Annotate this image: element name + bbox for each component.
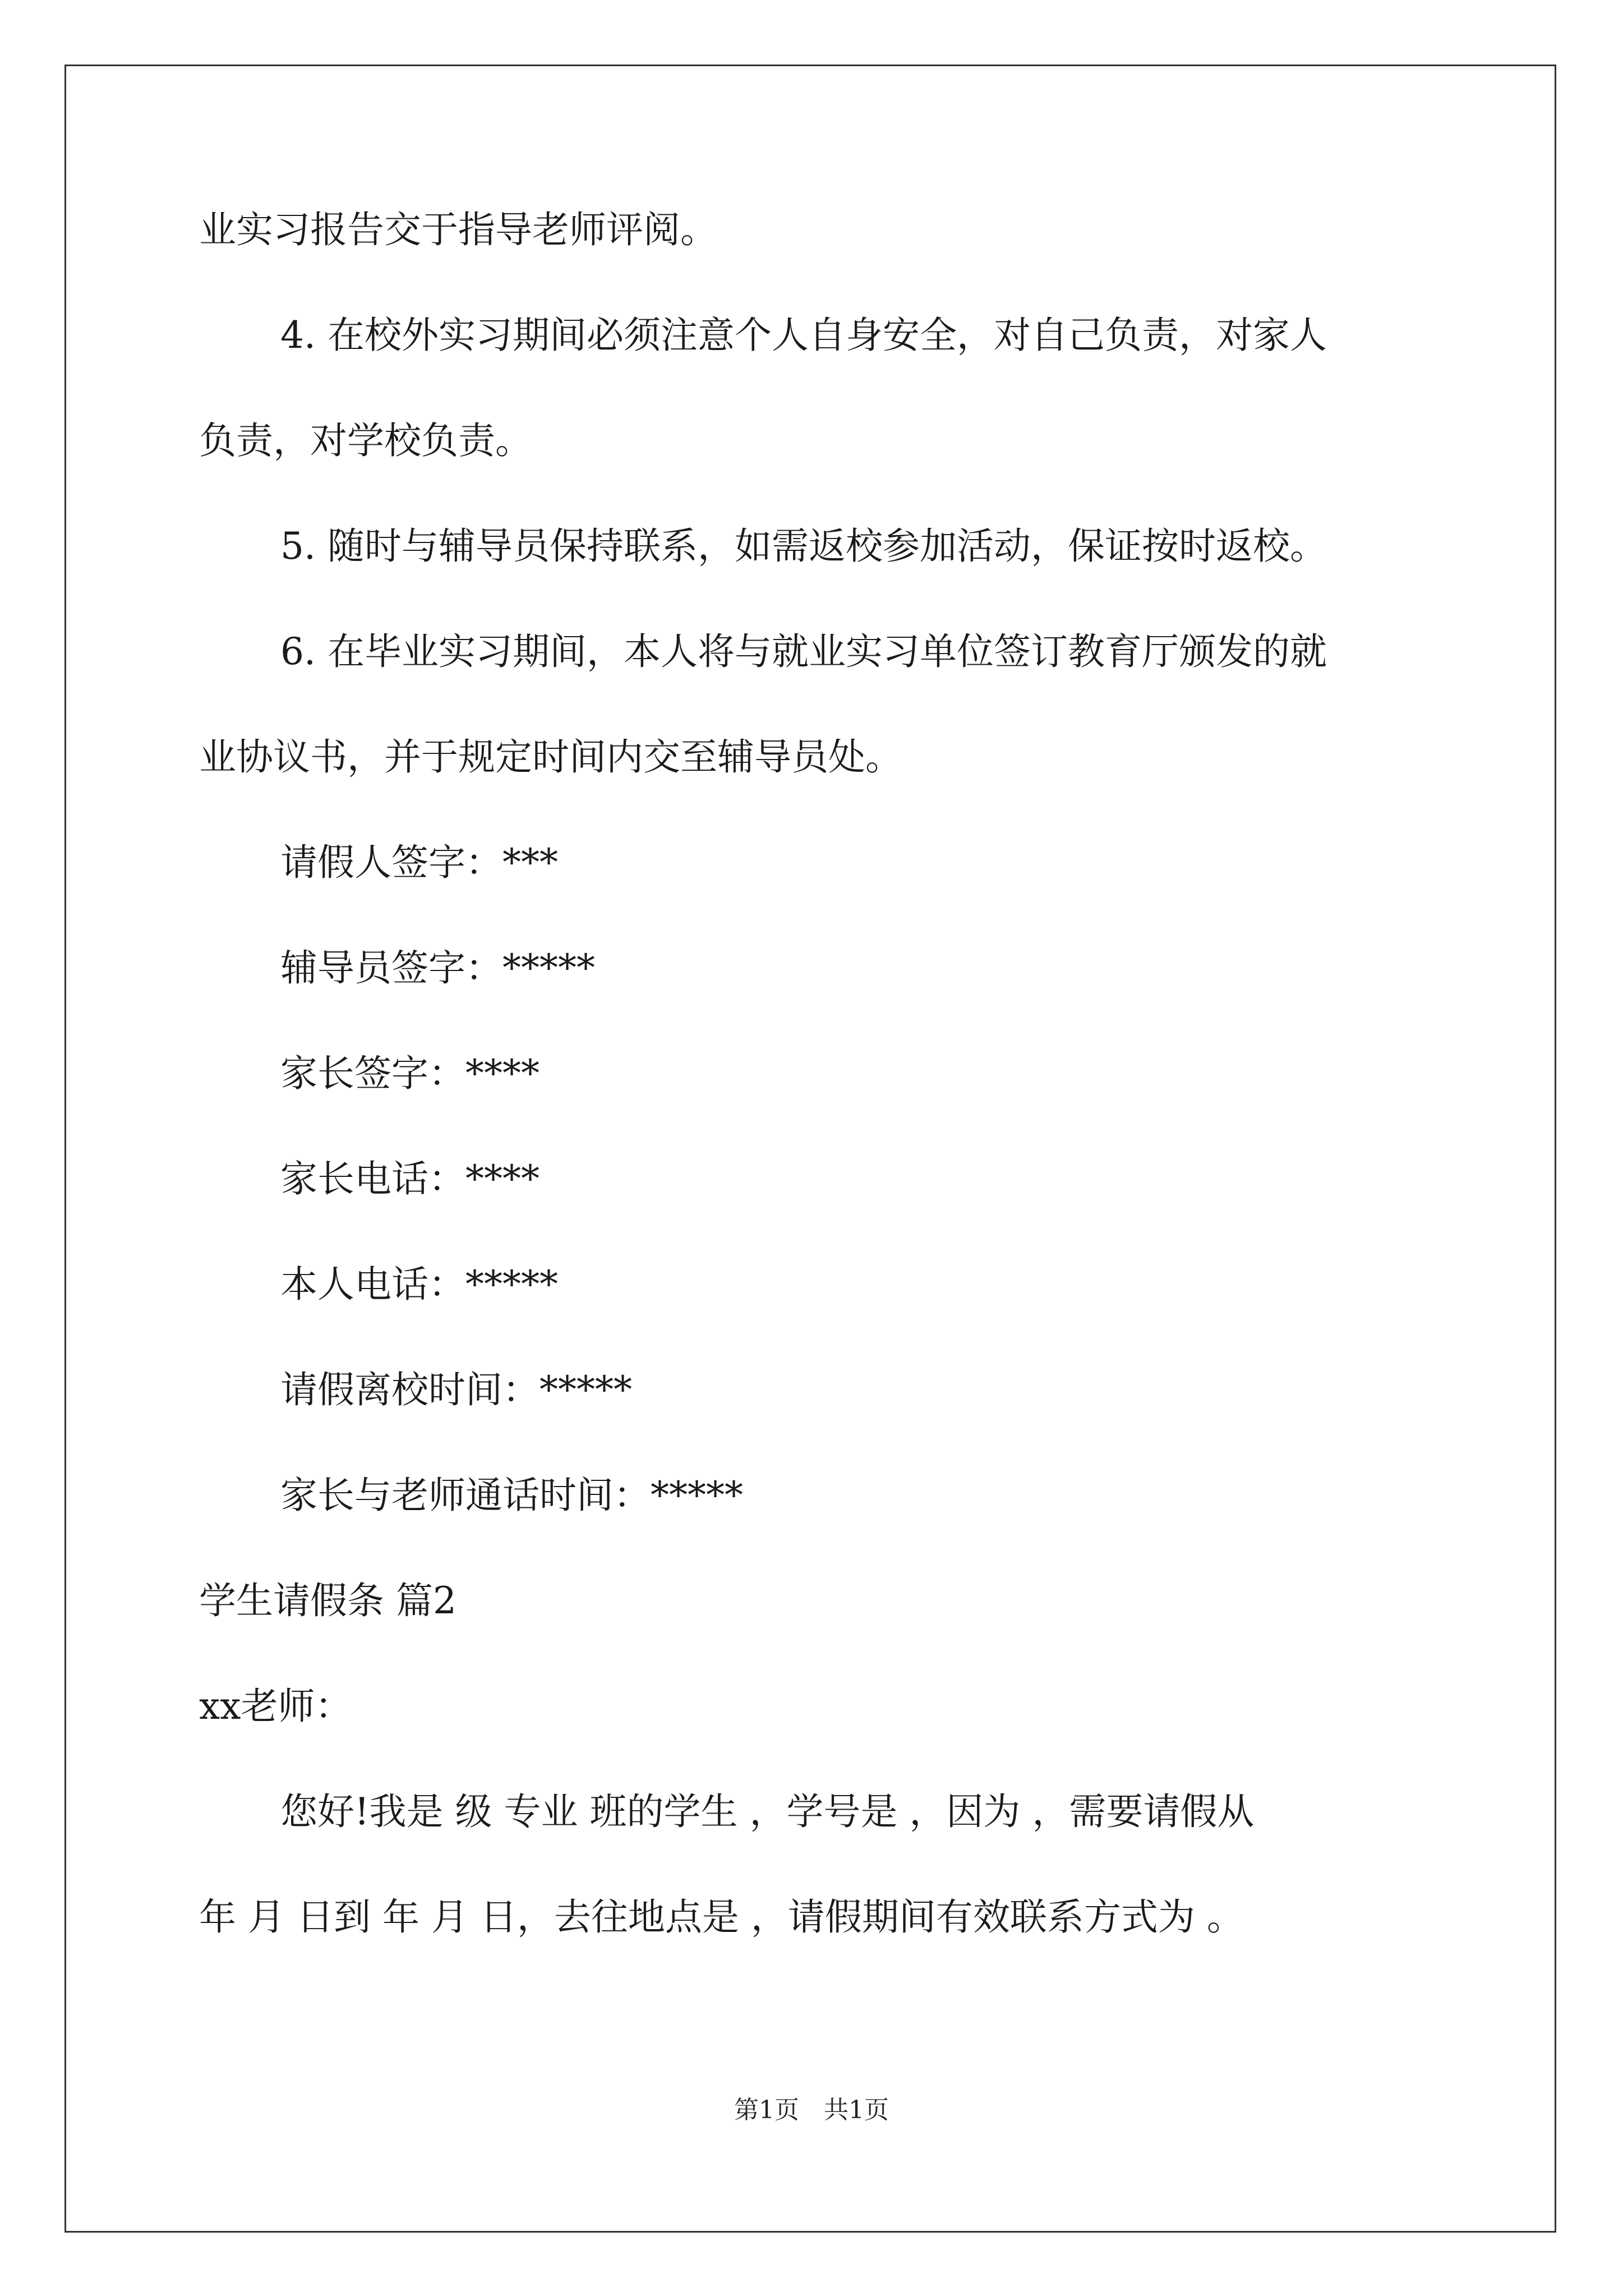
contact-line: 请假离校时间：*****	[280, 1368, 632, 1411]
contact-line: 本人电话：*****	[280, 1263, 558, 1306]
signature-line: 家长签字：****	[280, 1052, 540, 1095]
salutation: xx老师：	[199, 1685, 352, 1728]
page-footer: 第1页 共1页	[734, 2096, 889, 2124]
contact-line: 家长电话：****	[280, 1157, 540, 1200]
text-line: 4. 在校外实习期间必须注意个人自身安全，对自己负责，对家人	[280, 314, 1327, 357]
text-line: 年 月 日到 年 月 日，去往地点是 ，请假期间有效联系方式为 。	[199, 1895, 1244, 1939]
signature-line: 辅导员签字：*****	[280, 946, 595, 990]
text-line: 6. 在毕业实习期间，本人将与就业实习单位签订教育厅颁发的就	[280, 630, 1327, 673]
contact-line: 家长与老师通话时间：*****	[280, 1474, 743, 1517]
text-line: 5. 随时与辅导员保持联系，如需返校参加活动，保证按时返校。	[280, 524, 1327, 568]
text-line: 您好!我是 级 专业 班的学生 ，学号是 ，因为 ，需要请假从	[280, 1790, 1255, 1833]
text-line: 业协议书，并于规定时间内交至辅导员处。	[199, 735, 902, 779]
text-line: 负责，对学校负责。	[199, 419, 532, 462]
signature-line: 请假人签字：***	[280, 841, 558, 884]
text-line: 业实习报告交于指导老师评阅。	[199, 208, 717, 251]
section-heading: 学生请假条 篇2	[199, 1579, 457, 1622]
